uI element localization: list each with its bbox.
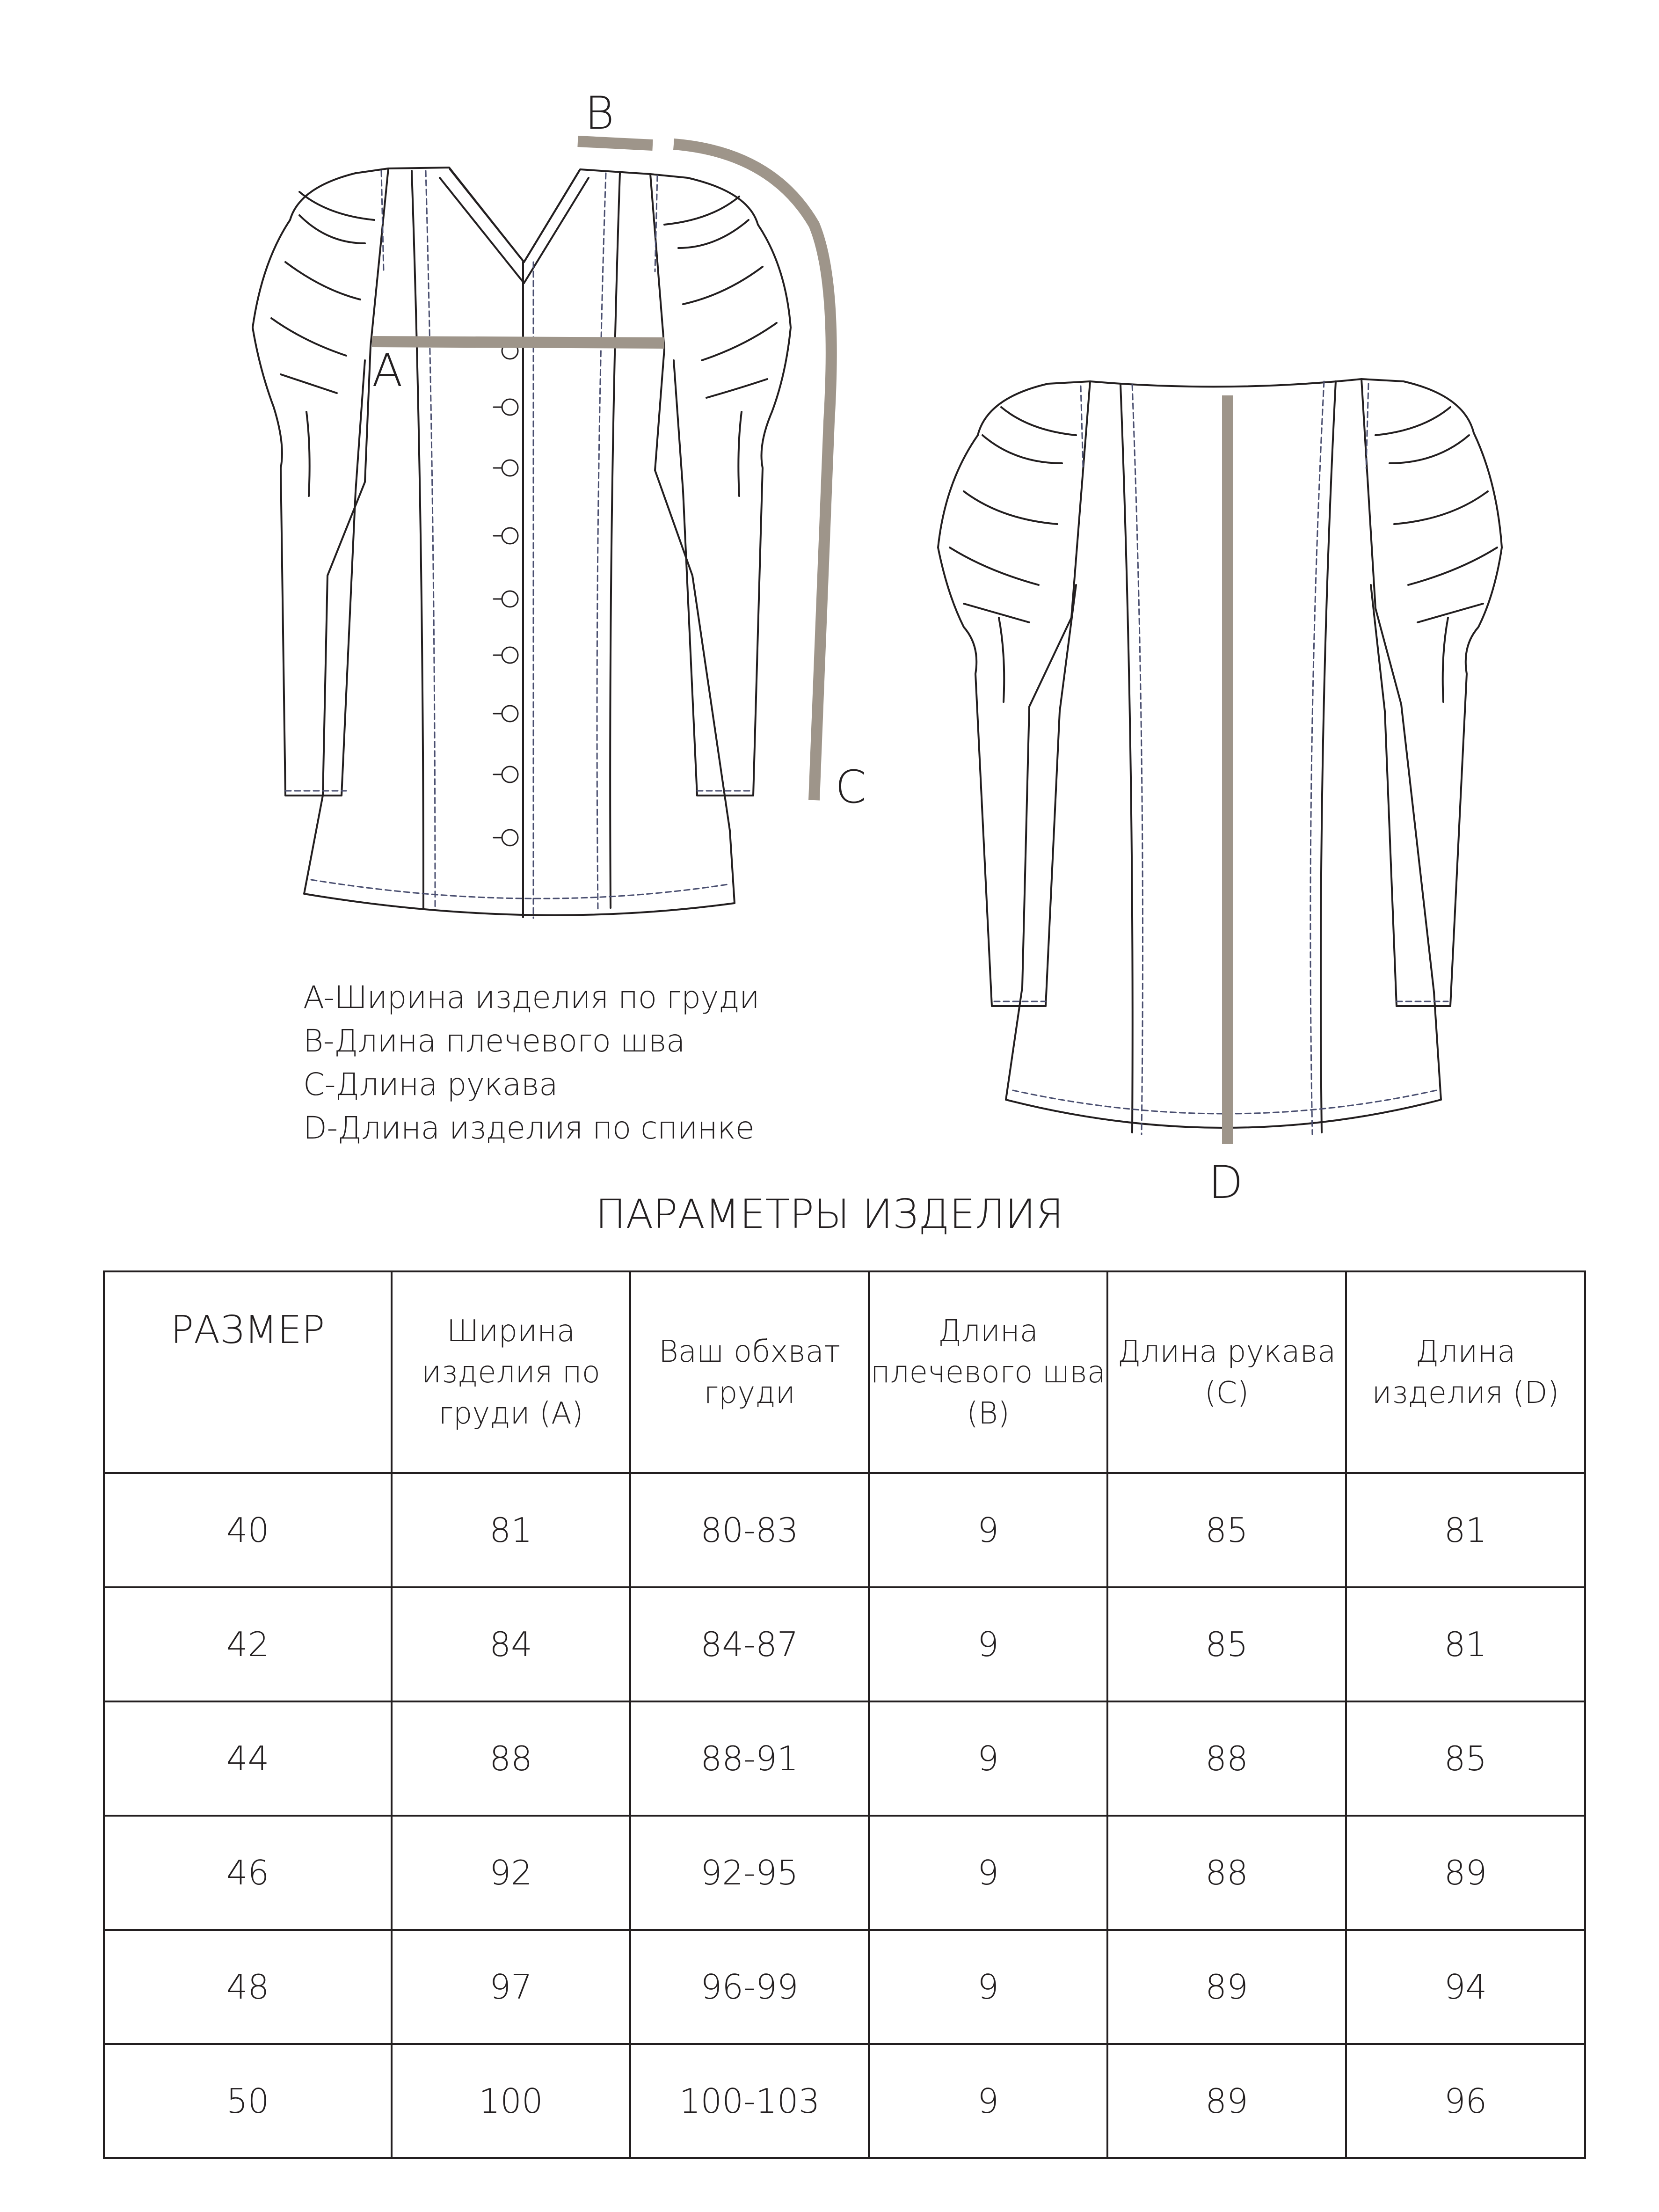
- legend-item-a: A-Ширина изделия по груди: [303, 979, 760, 1015]
- cell-garment-length: 81: [1346, 1473, 1585, 1587]
- cell-shoulder-length: 9: [869, 2044, 1107, 2158]
- cell-size: 44: [104, 1701, 392, 1816]
- cell-bust-girth: 80-83: [630, 1473, 869, 1587]
- table-row: [104, 1587, 1585, 1701]
- measure-line-b: [578, 141, 653, 145]
- marker-a: A: [372, 344, 403, 397]
- legend-item-b: B-Длина плечевого шва: [303, 1023, 685, 1059]
- cell-chest-width: 88: [392, 1701, 630, 1816]
- measurement-legend: [303, 976, 759, 1150]
- cell-sleeve-length: 88: [1107, 1816, 1346, 1930]
- cell-bust-girth: 92-95: [630, 1816, 869, 1930]
- header-chest-width: Ширина изделия по груди (A): [392, 1271, 630, 1473]
- cell-size: 40: [104, 1473, 392, 1587]
- marker-b: B: [585, 87, 614, 139]
- cell-garment-length: 81: [1346, 1587, 1585, 1701]
- marker-c: C: [835, 761, 867, 813]
- cell-size: 48: [104, 1930, 392, 2044]
- cell-bust-girth: 96-99: [630, 1930, 869, 2044]
- cell-bust-girth: 88-91: [630, 1701, 869, 1816]
- cell-shoulder-length: 9: [869, 1473, 1107, 1587]
- marker-d: D: [1208, 1156, 1243, 1209]
- header-shoulder-length: Длина плечевого шва (B): [869, 1271, 1107, 1473]
- header-garment-length: Длина изделия (D): [1346, 1271, 1585, 1473]
- legend-item-d: D-Длина изделия по спинке: [303, 1110, 755, 1146]
- cell-shoulder-length: 9: [869, 1930, 1107, 2044]
- measure-line-a: [372, 342, 664, 343]
- back-view: [938, 379, 1502, 1134]
- cell-shoulder-length: 9: [869, 1701, 1107, 1816]
- cell-sleeve-length: 85: [1107, 1587, 1346, 1701]
- cell-size: 50: [104, 2044, 392, 2158]
- cell-garment-length: 89: [1346, 1816, 1585, 1930]
- cell-chest-width: 97: [392, 1930, 630, 2044]
- table-row: [104, 2044, 1585, 2158]
- cell-sleeve-length: 85: [1107, 1473, 1346, 1587]
- table-row: [104, 1816, 1585, 1930]
- table-header-row: [104, 1271, 1585, 1473]
- cell-sleeve-length: 89: [1107, 1930, 1346, 2044]
- header-size: РАЗМЕР: [104, 1271, 392, 1473]
- header-sleeve-length: Длина рукава (C): [1107, 1271, 1346, 1473]
- legend-item-c: C-Длина рукава: [303, 1066, 558, 1102]
- table-row: [104, 1930, 1585, 2044]
- table-title: ПАРАМЕТРЫ ИЗДЕЛИЯ: [595, 1191, 1064, 1238]
- front-view: [253, 168, 791, 918]
- cell-bust-girth: 84-87: [630, 1587, 869, 1701]
- cell-shoulder-length: 9: [869, 1587, 1107, 1701]
- cell-chest-width: 92: [392, 1816, 630, 1930]
- cell-size: 46: [104, 1816, 392, 1930]
- cell-bust-girth: 100-103: [630, 2044, 869, 2158]
- cell-garment-length: 94: [1346, 1930, 1585, 2044]
- header-bust-girth: Ваш обхват груди: [630, 1271, 869, 1473]
- cell-chest-width: 84: [392, 1587, 630, 1701]
- size-parameters-table: [103, 1270, 1586, 2159]
- table-row: [104, 1701, 1585, 1816]
- cell-chest-width: 81: [392, 1473, 630, 1587]
- table-row: [104, 1473, 1585, 1587]
- cell-size: 42: [104, 1587, 392, 1701]
- cell-garment-length: 96: [1346, 2044, 1585, 2158]
- cell-sleeve-length: 89: [1107, 2044, 1346, 2158]
- measure-line-c: [674, 144, 831, 800]
- cell-sleeve-length: 88: [1107, 1701, 1346, 1816]
- cell-chest-width: 100: [392, 2044, 630, 2158]
- cell-shoulder-length: 9: [869, 1816, 1107, 1930]
- cell-garment-length: 85: [1346, 1701, 1585, 1816]
